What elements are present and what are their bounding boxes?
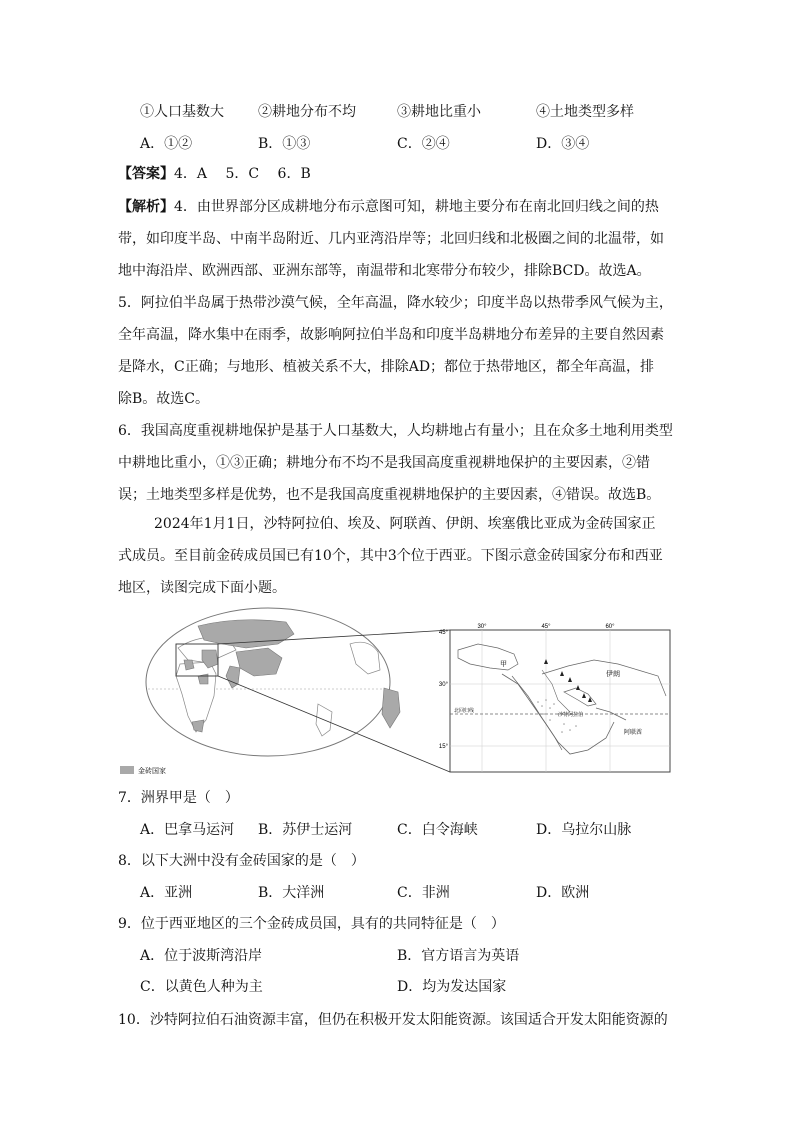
- lat-label-15: 15°: [438, 744, 448, 750]
- intro-line-2: 式成员。至目前金砖成员国已有10个，其中3个位于西亚。下图示意金砖国家分布和西亚: [118, 548, 663, 564]
- inset-map-frame: [450, 630, 670, 772]
- intro-line-1: 2024年1月1日，沙特阿拉伯、埃及、阿联酋、伊朗、埃塞俄比亚成为金砖国家正: [154, 516, 656, 532]
- choice-d: D．③④: [536, 136, 590, 152]
- place-label-jia: 甲: [500, 660, 507, 668]
- q10-stem: 10．沙特阿拉伯石油资源丰富，但仍在积极开发太阳能资源。该国适合开发太阳能资源的: [118, 1012, 668, 1028]
- answer-label: 【答案】: [118, 166, 174, 182]
- south-africa-shape: [192, 720, 204, 732]
- choice-b: B．①③: [258, 136, 311, 152]
- analysis-label: 【解析】: [118, 199, 174, 215]
- brics-map-svg: [118, 604, 678, 780]
- q7-choice-a: A．巴拿马运河: [140, 822, 235, 838]
- analysis-line-1: 【解析】4．由世界部分区成耕地分布示意图可知，耕地主要分布在南北回归线之间的热: [118, 199, 659, 215]
- place-label-iran: 伊朗: [606, 670, 620, 678]
- q7-choice-d: D．乌拉尔山脉: [536, 822, 632, 838]
- option-item-2: ②耕地分布不均: [258, 104, 356, 120]
- brazil-shape: [382, 688, 400, 728]
- place-label-saudi: 沙特阿拉伯: [558, 712, 584, 718]
- analysis-line-9: 中耕地比重小，①③正确；耕地分布不均不是我国高度重视耕地保护的主要因素，②错: [118, 455, 650, 471]
- ethiopia-shape: [198, 674, 208, 684]
- q8-choice-c: C．非洲: [397, 885, 450, 901]
- analysis-line-10: 误；土地类型多样是优势，也不是我国高度重视耕地保护的主要因素，④错误。故选B。: [118, 487, 661, 503]
- q9-choice-b: B．官方语言为英语: [397, 948, 520, 964]
- choice-a: A．①②: [140, 136, 193, 152]
- egypt-shape: [184, 660, 194, 670]
- choice-c: C．②④: [397, 136, 450, 152]
- answer-line: [118, 164, 311, 184]
- analysis-line-8: 6．我国高度重视耕地保护是基于人口基数大，人均耕地占有量小；且在众多土地利用类型: [118, 423, 673, 439]
- q9-choice-c: C．以黄色人种为主: [140, 979, 263, 995]
- analysis-line-6: 是降水，C正确；与地形、植被关系不大，排除AD；都位于热带地区，都全年高温，排: [118, 359, 655, 375]
- place-label-uae: 阿联酋: [624, 729, 643, 736]
- option-item-3: ③耕地比重小: [397, 104, 481, 120]
- q9-choice-d: D．均为发达国家: [397, 979, 507, 995]
- q7-stem: 7．洲界甲是（ ）: [118, 790, 239, 806]
- q7-choice-b: B．苏伊士运河: [258, 822, 353, 838]
- legend-swatch: [120, 766, 134, 774]
- analysis-line-7: 除B。故选C。: [118, 391, 209, 407]
- lon-label-30: 30°: [477, 624, 487, 630]
- q9-stem: 9．位于西亚地区的三个金砖成员国，具有的共同特征是（ ）: [118, 916, 505, 932]
- q7-choice-c: C．白令海峡: [397, 822, 478, 838]
- q8-choice-b: B．大洋洲: [258, 885, 325, 901]
- intro-line-3: 地区，读图完成下面小题。: [118, 580, 286, 596]
- analysis-line-3: 地中海沿岸、欧洲西部、亚洲东部等，南温带和北寒带分布较少，排除BCD。故选A。: [118, 263, 651, 279]
- brics-map-figure: [118, 604, 678, 780]
- lon-label-45: 45°: [541, 624, 551, 630]
- place-label-tropic: 北回归线: [454, 708, 475, 714]
- q8-choice-d: D．欧洲: [536, 885, 590, 901]
- q8-choice-a: A．亚洲: [140, 885, 193, 901]
- analysis-line-2: 带，如印度半岛、中南半岛附近、几内亚湾沿岸等；北回归线和北极圈之间的北温带，如: [118, 231, 664, 247]
- analysis-line-4: 5．阿拉伯半岛属于热带沙漠气候，全年高温，降水较少；印度半岛以热带季风气候为主，: [118, 295, 673, 311]
- option-item-4: ④土地类型多样: [536, 104, 634, 120]
- analysis-line-5: 全年高温，降水集中在雨季，故影响阿拉伯半岛和印度半岛耕地分布差异的主要自然因素: [118, 327, 664, 343]
- lat-label-45: 45°: [438, 630, 448, 636]
- option-item-1: ①人口基数大: [140, 104, 224, 120]
- q8-stem: 8．以下大洲中没有金砖国家的是（ ）: [118, 853, 365, 869]
- q9-choice-a: A．位于波斯湾沿岸: [140, 948, 263, 964]
- lon-label-60: 60°: [605, 624, 615, 630]
- answer-text: 4．A 5．C 6．B: [174, 166, 311, 182]
- lat-label-30: 30°: [438, 682, 448, 688]
- legend-label: 金砖国家: [138, 768, 166, 775]
